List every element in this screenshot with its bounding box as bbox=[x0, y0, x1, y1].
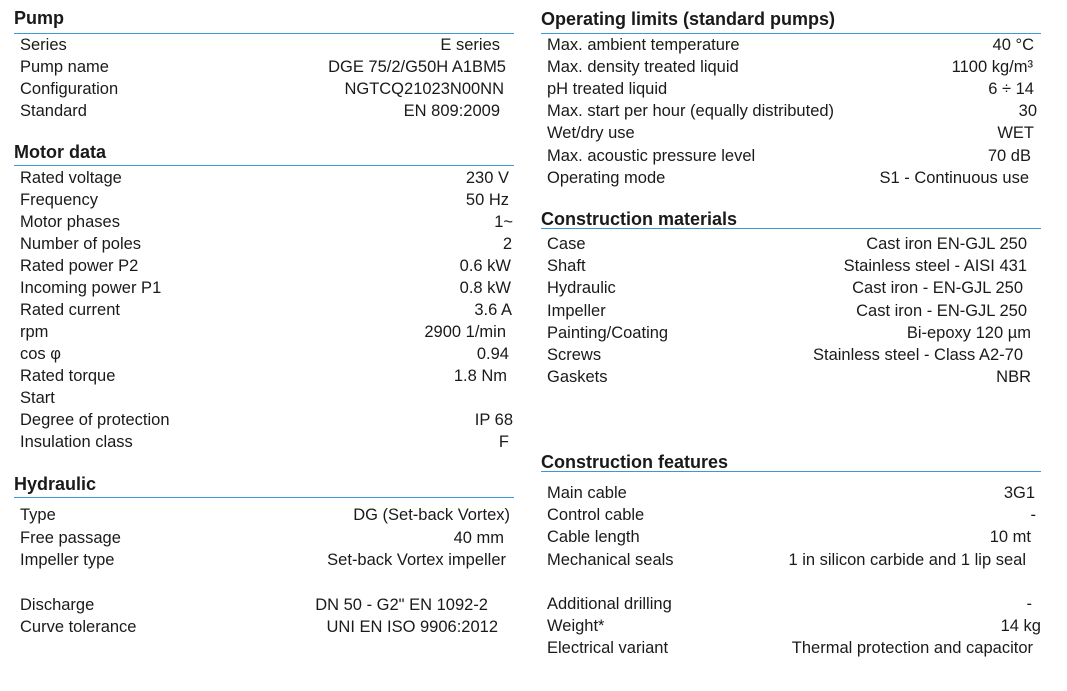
spec-label: Rated current bbox=[20, 301, 120, 319]
spec-value: 30 bbox=[1018, 102, 1037, 120]
spec-label: Mechanical seals bbox=[547, 551, 674, 569]
spec-row bbox=[14, 387, 514, 409]
spec-row bbox=[14, 343, 514, 365]
spec-label: Electrical variant bbox=[547, 639, 669, 657]
spec-value: Cast iron - EN-GJL 250 bbox=[852, 279, 1023, 297]
spec-label: Series bbox=[20, 36, 67, 54]
spec-row bbox=[541, 300, 1041, 322]
spec-row bbox=[541, 593, 1041, 615]
spec-value: Bi-epoxy 120 µm bbox=[906, 324, 1031, 342]
spec-label: Impeller bbox=[547, 302, 606, 320]
spec-row bbox=[541, 233, 1041, 255]
spec-label: Incoming power P1 bbox=[20, 279, 162, 297]
spec-row bbox=[14, 233, 514, 255]
spec-value: IP 68 bbox=[474, 411, 513, 429]
spec-value: - bbox=[1030, 506, 1036, 524]
section-title: Pump bbox=[14, 8, 65, 28]
spec-value: DN 50 - G2" EN 1092-2 bbox=[315, 596, 488, 614]
spec-value: E series bbox=[440, 36, 500, 54]
spec-row bbox=[14, 549, 514, 571]
spec-value: DG (Set-back Vortex) bbox=[353, 506, 510, 524]
spec-value: Stainless steel - Class A2-70 bbox=[812, 346, 1023, 364]
spec-label: Max. acoustic pressure level bbox=[547, 147, 756, 165]
spec-label: Weight* bbox=[547, 617, 605, 635]
section-divider bbox=[14, 165, 514, 166]
spec-label: Start bbox=[20, 389, 55, 407]
spec-value: NBR bbox=[996, 368, 1031, 386]
spec-label: Motor phases bbox=[20, 213, 120, 231]
spec-value: S1 - Continuous use bbox=[879, 169, 1029, 187]
section-title: Construction features bbox=[541, 452, 729, 472]
spec-label: rpm bbox=[20, 323, 49, 341]
spec-row bbox=[541, 637, 1041, 659]
spec-value: 3G1 bbox=[1003, 484, 1035, 502]
spec-label: Gaskets bbox=[547, 368, 608, 386]
spec-value: 10 mt bbox=[989, 528, 1031, 546]
spec-row bbox=[14, 527, 514, 549]
spec-row bbox=[541, 322, 1041, 344]
spec-row bbox=[541, 100, 1041, 122]
spec-value: Cast iron EN-GJL 250 bbox=[866, 235, 1027, 253]
spec-value: 40 mm bbox=[453, 529, 504, 547]
spec-label: Additional drilling bbox=[547, 595, 672, 613]
spec-value: 50 Hz bbox=[465, 191, 509, 209]
spec-value: Cast iron - EN-GJL 250 bbox=[856, 302, 1027, 320]
section-divider bbox=[14, 497, 514, 498]
spec-label: Cable length bbox=[547, 528, 640, 546]
spec-label: Case bbox=[547, 235, 586, 253]
spec-label: Free passage bbox=[20, 529, 121, 547]
spec-row bbox=[14, 504, 514, 526]
spec-label: Discharge bbox=[20, 596, 95, 614]
spec-row bbox=[14, 211, 514, 233]
spec-row bbox=[14, 78, 514, 100]
spec-label: Frequency bbox=[20, 191, 98, 209]
section-title: Hydraulic bbox=[14, 474, 97, 494]
spec-row bbox=[541, 366, 1041, 388]
spec-row bbox=[14, 189, 514, 211]
spec-value: 40 °C bbox=[992, 36, 1034, 54]
spec-row bbox=[14, 431, 514, 453]
spec-value: 1~ bbox=[494, 213, 513, 231]
spec-label: pH treated liquid bbox=[547, 80, 668, 98]
spec-label: Shaft bbox=[547, 257, 586, 275]
spec-label: Control cable bbox=[547, 506, 645, 524]
spec-value: 0.8 kW bbox=[459, 279, 511, 297]
spec-value: 14 kg bbox=[1000, 617, 1041, 635]
spec-label: Rated torque bbox=[20, 367, 116, 385]
spec-label: Number of poles bbox=[20, 235, 142, 253]
spec-label: Insulation class bbox=[20, 433, 133, 451]
spec-row bbox=[541, 145, 1041, 167]
spec-row bbox=[541, 255, 1041, 277]
spec-row bbox=[541, 344, 1041, 366]
spec-label: Type bbox=[20, 506, 56, 524]
spec-row bbox=[541, 34, 1041, 56]
spec-value: Thermal protection and capacitor bbox=[791, 639, 1033, 657]
spec-row bbox=[541, 615, 1041, 637]
spec-label: Impeller type bbox=[20, 551, 115, 569]
section-title: Construction materials bbox=[541, 209, 738, 229]
spec-value: UNI EN ISO 9906:2012 bbox=[326, 618, 498, 636]
spec-value: 2900 1/min bbox=[424, 323, 506, 341]
spec-value: NGTCQ21023N00NN bbox=[344, 80, 504, 98]
spec-row bbox=[541, 56, 1041, 78]
spec-value: 70 dB bbox=[987, 147, 1031, 165]
spec-value: - bbox=[1026, 595, 1032, 613]
spec-value: 230 V bbox=[465, 169, 509, 187]
spec-label: Max. density treated liquid bbox=[547, 58, 739, 76]
spec-label: Max. start per hour (equally distributed) bbox=[547, 102, 835, 120]
spec-value: DGE 75/2/G50H A1BM5 bbox=[328, 58, 506, 76]
spec-label: Hydraulic bbox=[547, 279, 616, 297]
spec-row bbox=[541, 482, 1041, 504]
spec-row bbox=[541, 549, 1041, 571]
spec-value: 6 ÷ 14 bbox=[988, 80, 1034, 98]
spec-label: Painting/Coating bbox=[547, 324, 669, 342]
spec-label: Wet/dry use bbox=[547, 124, 635, 142]
spec-value: WET bbox=[997, 124, 1034, 142]
spec-row bbox=[541, 504, 1041, 526]
spec-row bbox=[14, 321, 514, 343]
spec-value: 0.6 kW bbox=[459, 257, 511, 275]
spec-label: cos φ bbox=[20, 345, 61, 363]
spec-row bbox=[14, 616, 514, 638]
spec-value: 0.94 bbox=[476, 345, 509, 363]
spec-row bbox=[14, 365, 514, 387]
spec-value: Set-back Vortex impeller bbox=[327, 551, 506, 569]
spec-value: Stainless steel - AISI 431 bbox=[843, 257, 1027, 275]
spec-value: 2 bbox=[502, 235, 512, 253]
spec-value: F bbox=[498, 433, 509, 451]
spec-row bbox=[14, 277, 514, 299]
spec-row bbox=[14, 167, 514, 189]
spec-row bbox=[541, 526, 1041, 548]
spec-label: Screws bbox=[547, 346, 602, 364]
spec-label: Max. ambient temperature bbox=[547, 36, 740, 54]
spec-value: 1100 kg/m³ bbox=[951, 58, 1033, 76]
spec-row bbox=[541, 122, 1041, 144]
spec-row bbox=[14, 409, 514, 431]
spec-label: Pump name bbox=[20, 58, 109, 76]
spec-label: Operating mode bbox=[547, 169, 666, 187]
section-divider bbox=[541, 228, 1041, 229]
spec-value: 1 in silicon carbide and 1 lip seal bbox=[788, 551, 1026, 569]
spec-row bbox=[14, 34, 514, 56]
spec-row bbox=[14, 56, 514, 78]
spec-value: EN 809:2009 bbox=[403, 102, 500, 120]
spec-label: Rated voltage bbox=[20, 169, 122, 187]
spec-value: 1.8 Nm bbox=[453, 367, 507, 385]
spec-label: Configuration bbox=[20, 80, 119, 98]
spec-row bbox=[14, 299, 514, 321]
spec-row bbox=[14, 255, 514, 277]
spec-label: Standard bbox=[20, 102, 87, 120]
spec-value: 3.6 A bbox=[474, 301, 512, 319]
spec-label: Degree of protection bbox=[20, 411, 170, 429]
spec-label: Curve tolerance bbox=[20, 618, 137, 636]
section-title: Operating limits (standard pumps) bbox=[541, 9, 836, 29]
spec-row bbox=[541, 167, 1041, 189]
spec-row bbox=[541, 78, 1041, 100]
spec-row bbox=[14, 100, 514, 122]
spec-row bbox=[14, 594, 514, 616]
section-divider bbox=[541, 471, 1041, 472]
spec-label: Main cable bbox=[547, 484, 627, 502]
section-title: Motor data bbox=[14, 142, 106, 162]
spec-row bbox=[541, 277, 1041, 299]
spec-label: Rated power P2 bbox=[20, 257, 139, 275]
